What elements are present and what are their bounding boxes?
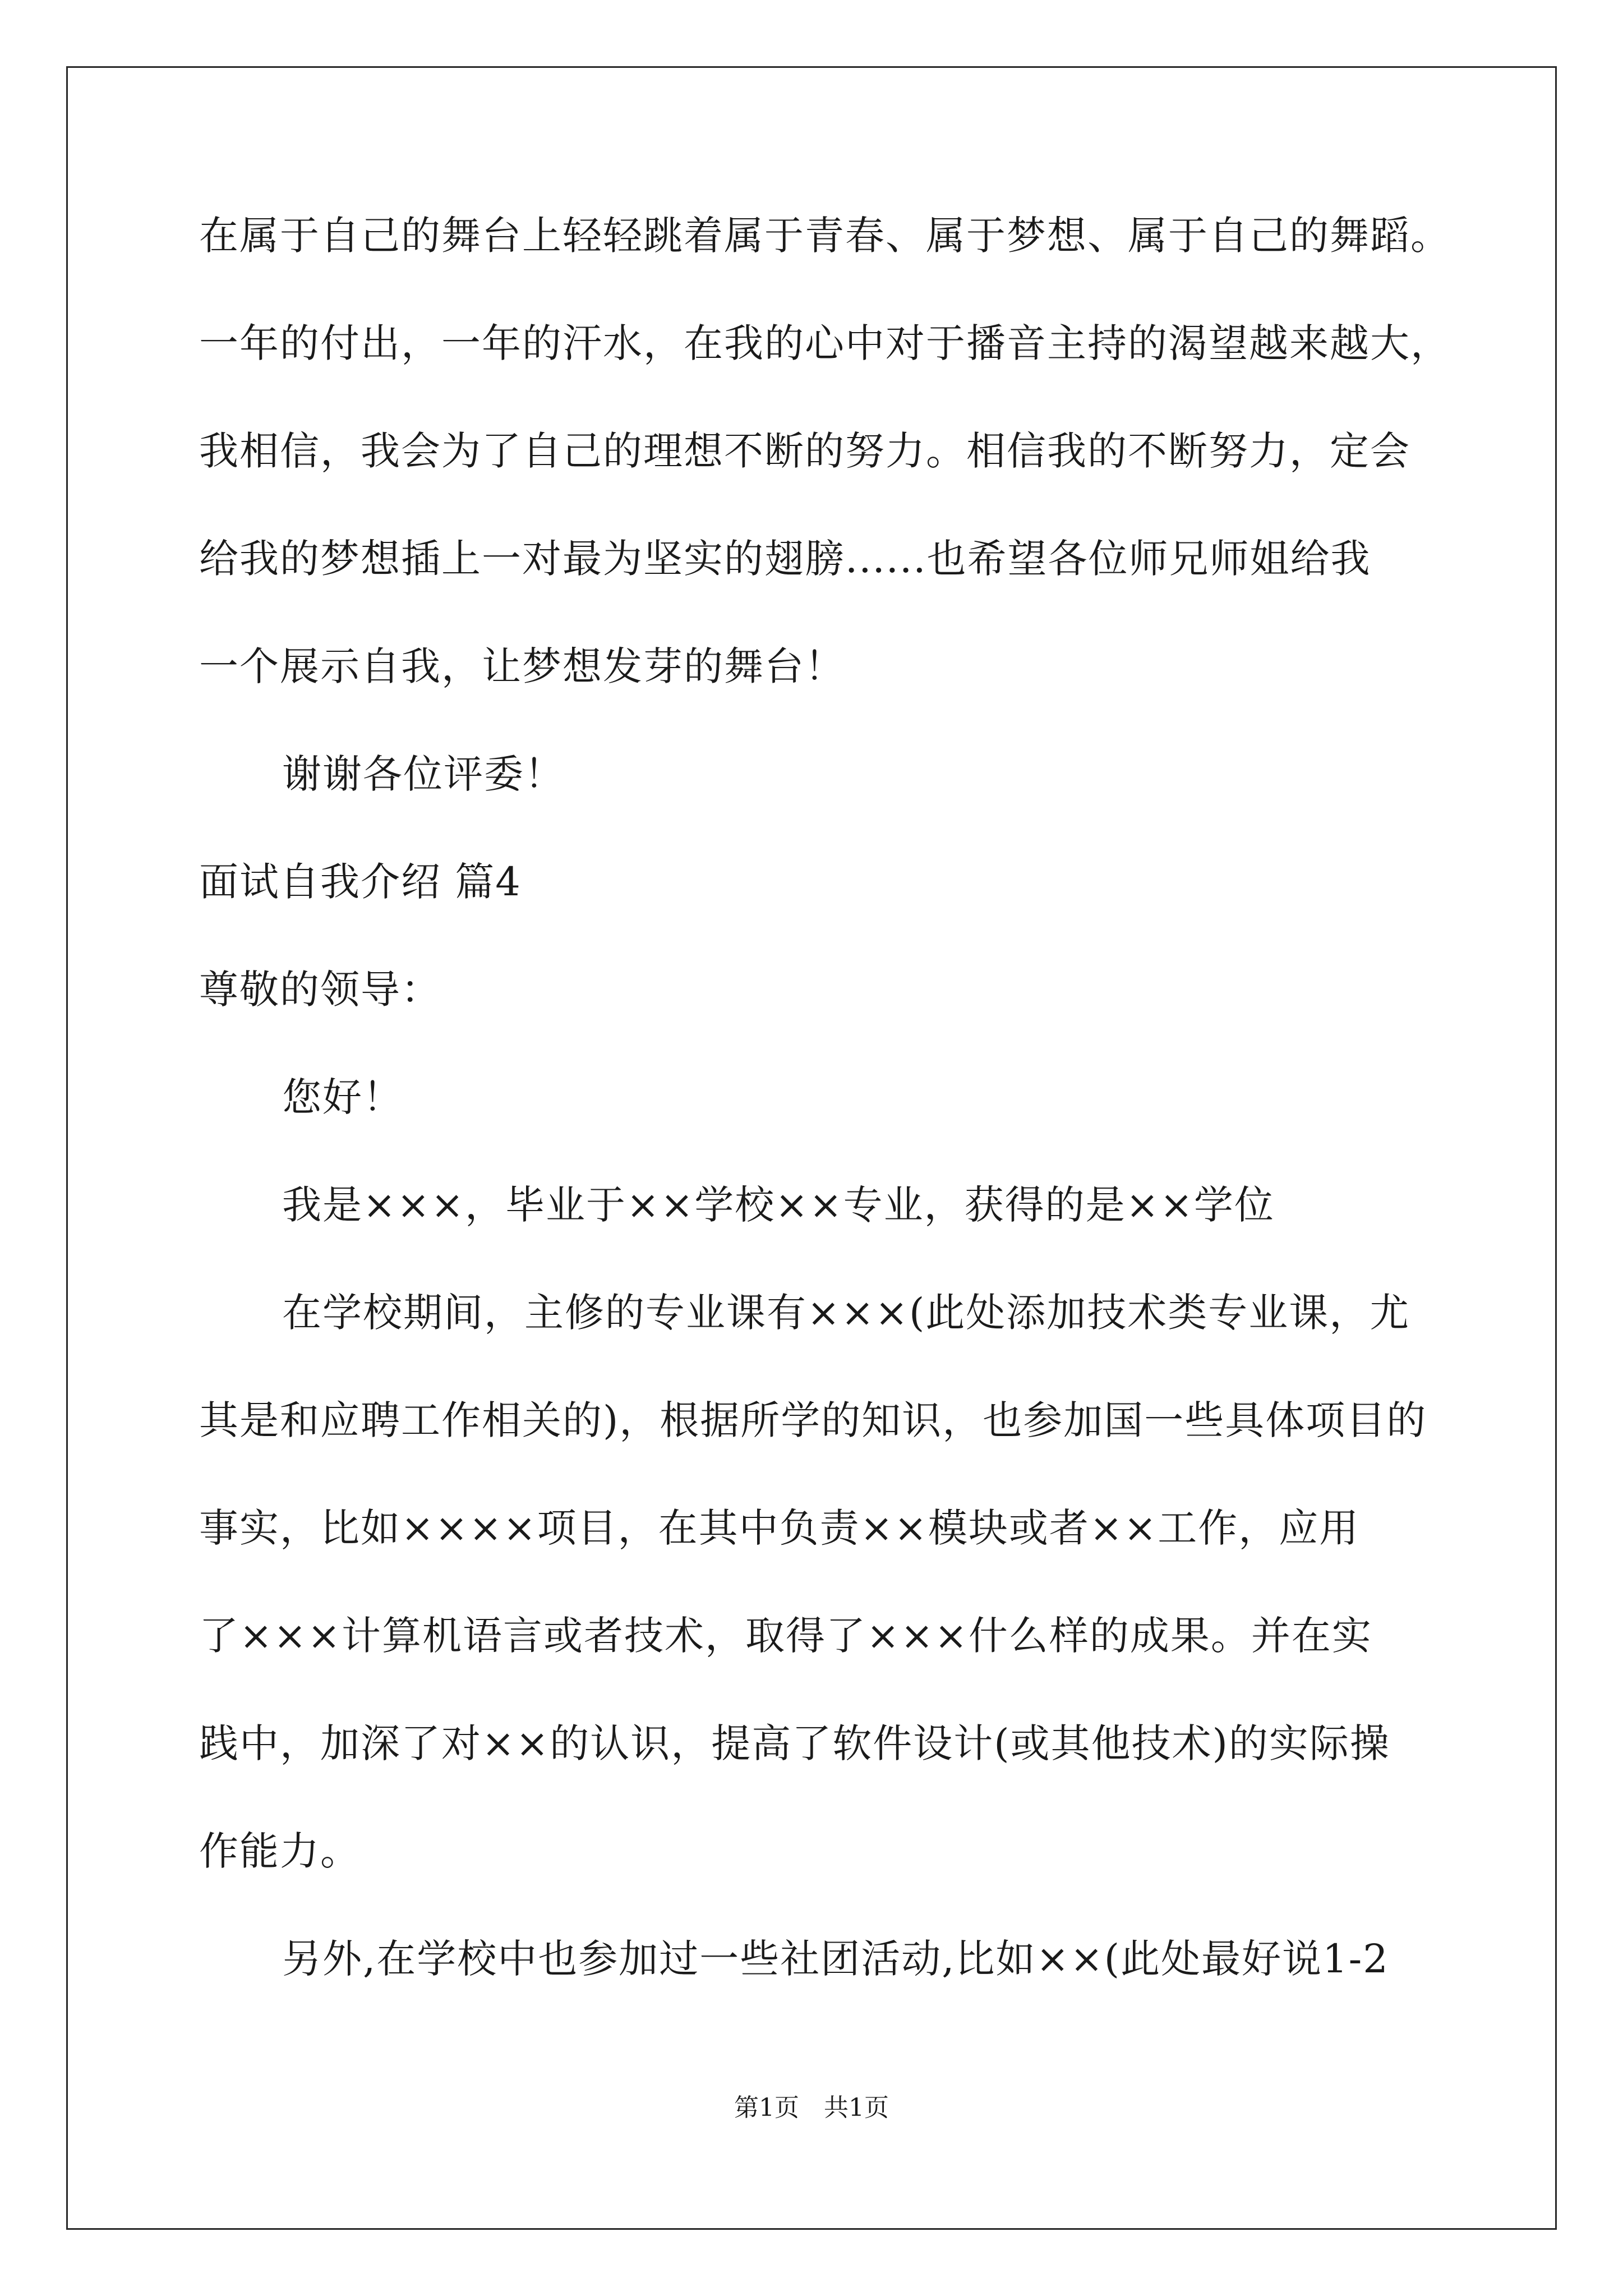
text-line-12: 其是和应聘工作相关的)，根据所学的知识，也参加国一些具体项目的	[199, 1397, 1427, 1443]
text-line-16: 作能力。	[199, 1828, 361, 1874]
thanks-line: 谢谢各位评委！	[282, 751, 565, 797]
text-line-13: 事实，比如××××项目，在其中负责××模块或者××工作，应用	[199, 1505, 1360, 1551]
text-line-17: 另外,在学校中也参加过一些社团活动,比如××(此处最好说1-2	[282, 1936, 1389, 1982]
text-line-3: 我相信，我会为了自己的理想不断的努力。相信我的不断努力，定会	[199, 428, 1410, 474]
text-line-15: 践中，加深了对××的认识，提高了软件设计(或其他技术)的实际操	[199, 1720, 1390, 1766]
greeting: 您好！	[282, 1074, 403, 1120]
section-heading: 面试自我介绍 篇4	[199, 859, 522, 905]
text-line-2: 一年的付出，一年的汗水，在我的心中对于播音主持的渴望越来越大，	[199, 320, 1451, 366]
text-line-5: 一个展示自我，让梦想发芽的舞台！	[199, 643, 845, 689]
text-line-14: 了×××计算机语言或者技术，取得了×××什么样的成果。并在实	[199, 1613, 1372, 1659]
salutation: 尊敬的领导：	[199, 967, 441, 1013]
page-footer: 第1页 共1页	[734, 2093, 889, 2122]
text-line-1: 在属于自己的舞台上轻轻跳着属于青春、属于梦想、属于自己的舞蹈。	[199, 213, 1451, 259]
text-line-4: 给我的梦想插上一对最为坚实的翅膀......也希望各位师兄师姐给我	[199, 536, 1371, 582]
text-line-10: 我是×××，毕业于××学校××专业，获得的是××学位	[282, 1182, 1275, 1228]
page-border	[66, 66, 1557, 2230]
text-line-11: 在学校期间，主修的专业课有×××(此处添加技术类专业课，尤	[282, 1290, 1410, 1336]
